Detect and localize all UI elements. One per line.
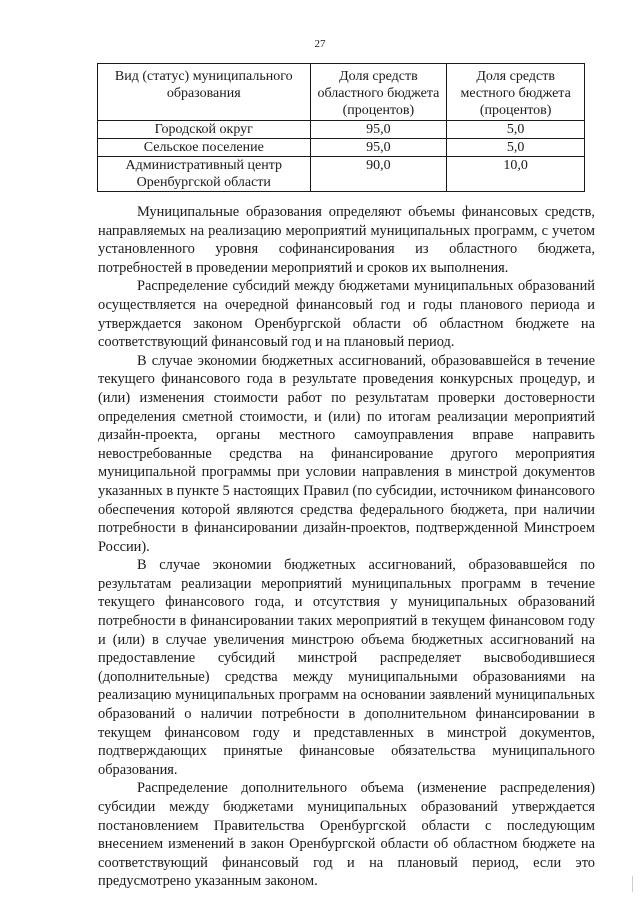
cell-regional: 95,0 xyxy=(310,139,447,157)
table-row xyxy=(98,157,585,192)
scan-margin-mark xyxy=(632,876,633,892)
paragraph: Муниципальные образования определяют объемы финансовых средств, направляемых на реализацию мероприятий муниципальных программ, с учетом установленного уровня софинансирования из областного бюджета, потребностей в проведении мероприятий и сроков их выполнения. xyxy=(98,204,595,276)
cell-type: Административный центр Оренбургской области xyxy=(98,157,311,192)
cell-regional: 95,0 xyxy=(310,121,447,139)
header-local-share: Доля средств местного бюджета (процентов) xyxy=(447,64,585,121)
header-regional-share: Доля средств областного бюджета (процентов) xyxy=(310,64,447,121)
cell-type: Сельское поселение xyxy=(98,139,311,157)
paragraph: Распределение субсидий между бюджетами муниципальных образований осуществляется на очередной финансовый год и годы планового периода и утверждается законом Оренбургской области об областном бюджете на соответствующий финансовый год и на плановый период. xyxy=(98,278,595,351)
paragraph: В случае экономии бюджетных ассигнований, образовавшейся по результатам реализации мероприятий муниципальных программ в течение текущего финансового года, и отсутствия у муниципальных образований потребности в финансировании таких мероприятий в текущем финансовом году и (или) в случае увеличения минстрою объема бюджетных ассигнований на предоставление субсидий минстрой распределяет высвободившиеся (дополнительные) средства между муниципальными образованиями на реализацию муниципальных программ на основании заявлений муниципальных образований о наличии потребности в дополнительном финансировании в текущем финансовом году и представленных в минстрой документов, подтверждающих принятые финансовые обязательства муниципального образования. xyxy=(98,557,595,778)
body-text xyxy=(98,203,595,891)
table-header-row xyxy=(98,64,585,121)
table-row xyxy=(98,139,585,157)
cell-type: Городской округ xyxy=(98,121,311,139)
page-number: 27 xyxy=(314,38,326,50)
cell-regional: 90,0 xyxy=(310,157,447,192)
cell-local: 10,0 xyxy=(447,157,585,192)
table-row xyxy=(98,121,585,139)
paragraph: Распределение дополнительного объема (изменение распределения) субсидии между бюджетами муниципальных образований утверждается постановлением Правительства Оренбургской области с последующим внесением изменений в закон Оренбургской области об областном бюджете на соответствующий финансовый год и на плановый период, если это предусмотрено указанным законом. xyxy=(98,780,595,890)
cell-local: 5,0 xyxy=(447,121,585,139)
subsidy-share-table xyxy=(97,63,585,192)
header-municipality-type: Вид (статус) муниципального образования xyxy=(98,64,311,121)
cell-local: 5,0 xyxy=(447,139,585,157)
paragraph: В случае экономии бюджетных ассигнований, образовавшейся в течение текущего финансового года в результате проведения конкурсных процедур, и (или) изменения стоимости работ по результатам проверки достоверности определения сметной стоимости, и (или) по итогам реализации мероприятий дизайн-проекта, органы местного самоуправления вправе направить невостребованные средства на финансирование другого мероприятия муниципальной программы при условии направления в минстрой документов указанных в пункте 5 настоящих Правил (по субсидии, источником финансового обеспечения которой являются средства федерального бюджета, при наличии потребности в финансировании дизайн-проектов, подтвержденной Минстроем России). xyxy=(98,352,595,555)
